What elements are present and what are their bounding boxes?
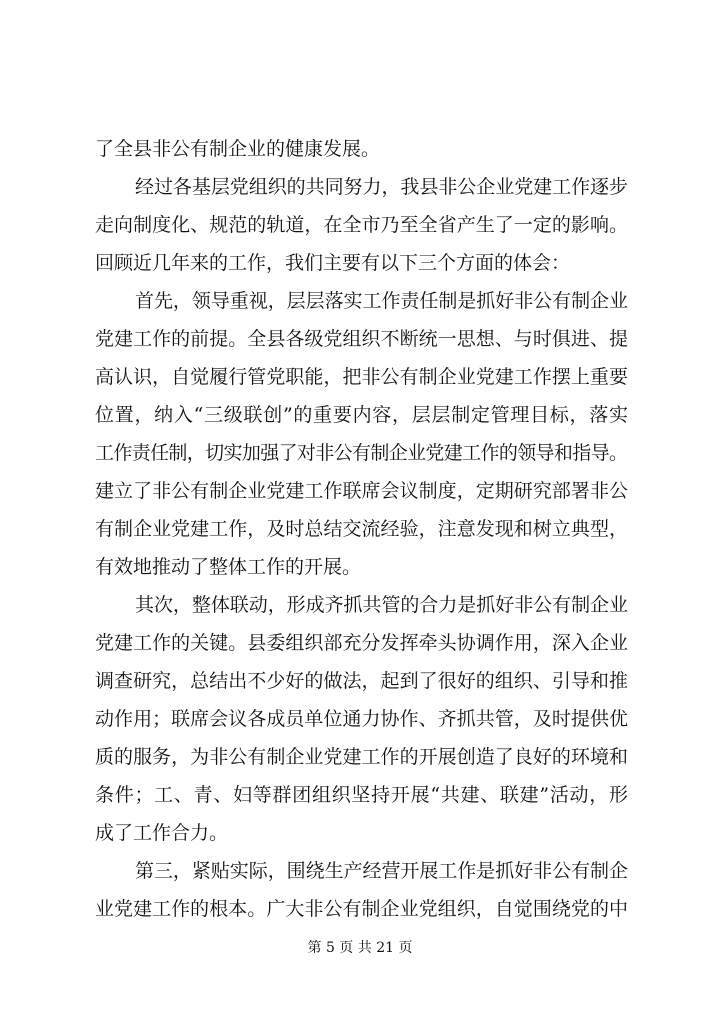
text-line: 其次，整体联动，形成齐抓共管的合力是抓好非公有制企业 <box>135 594 628 616</box>
text-line: 高认识，自觉履行管党职能，把非公有制企业党建工作摆上重要 <box>95 366 629 388</box>
page-number-footer: 第 5 页 共 21 页 <box>307 940 413 956</box>
text-line: 党建工作的前提。全县各级党组织不断统一思想、与时俱进、提 <box>95 328 629 350</box>
text-line: 经过各基层党组织的共同努力，我县非公企业党建工作逐步 <box>135 176 628 198</box>
text-line: 建立了非公有制企业党建工作联席会议制度，定期研究部署非公 <box>95 480 629 502</box>
text-line: 动作用；联席会议各成员单位通力协作、齐抓共管，及时提供优 <box>95 708 629 730</box>
text-line: 有制企业党建工作，及时总结交流经验，注意发现和树立典型， <box>95 518 629 540</box>
text-line: 质的服务，为非公有制企业党建工作的开展创造了良好的环境和 <box>95 746 629 768</box>
text-line: 首先，领导重视，层层落实工作责任制是抓好非公有制企业 <box>135 290 628 312</box>
text-line: 位置，纳入“三级联创”的重要内容，层层制定管理目标，落实 <box>95 404 629 426</box>
text-line: 成了工作合力。 <box>95 822 229 844</box>
text-line: 业党建工作的根本。广大非公有制企业党组织，自觉围绕党的中 <box>95 898 629 920</box>
text-line: 了全县非公有制企业的健康发展。 <box>95 138 381 160</box>
text-line: 调查研究，总结出不少好的做法，起到了很好的组织、引导和推 <box>95 670 629 692</box>
text-line: 条件；工、青、妇等群团组织坚持开展“共建、联建”活动，形 <box>95 784 629 806</box>
text-line: 工作责任制，切实加强了对非公有制企业党建工作的领导和指导。 <box>95 442 628 464</box>
text-line: 党建工作的关键。县委组织部充分发挥牵头协调作用，深入企业 <box>95 632 629 654</box>
text-line: 回顾近几年来的工作，我们主要有以下三个方面的体会： <box>95 252 571 274</box>
text-line: 走向制度化、规范的轨道，在全市乃至全省产生了一定的影响。 <box>95 214 629 236</box>
text-line: 第三，紧贴实际，围绕生产经营开展工作是抓好非公有制企 <box>135 860 628 882</box>
text-line: 有效地推动了整体工作的开展。 <box>95 556 362 578</box>
